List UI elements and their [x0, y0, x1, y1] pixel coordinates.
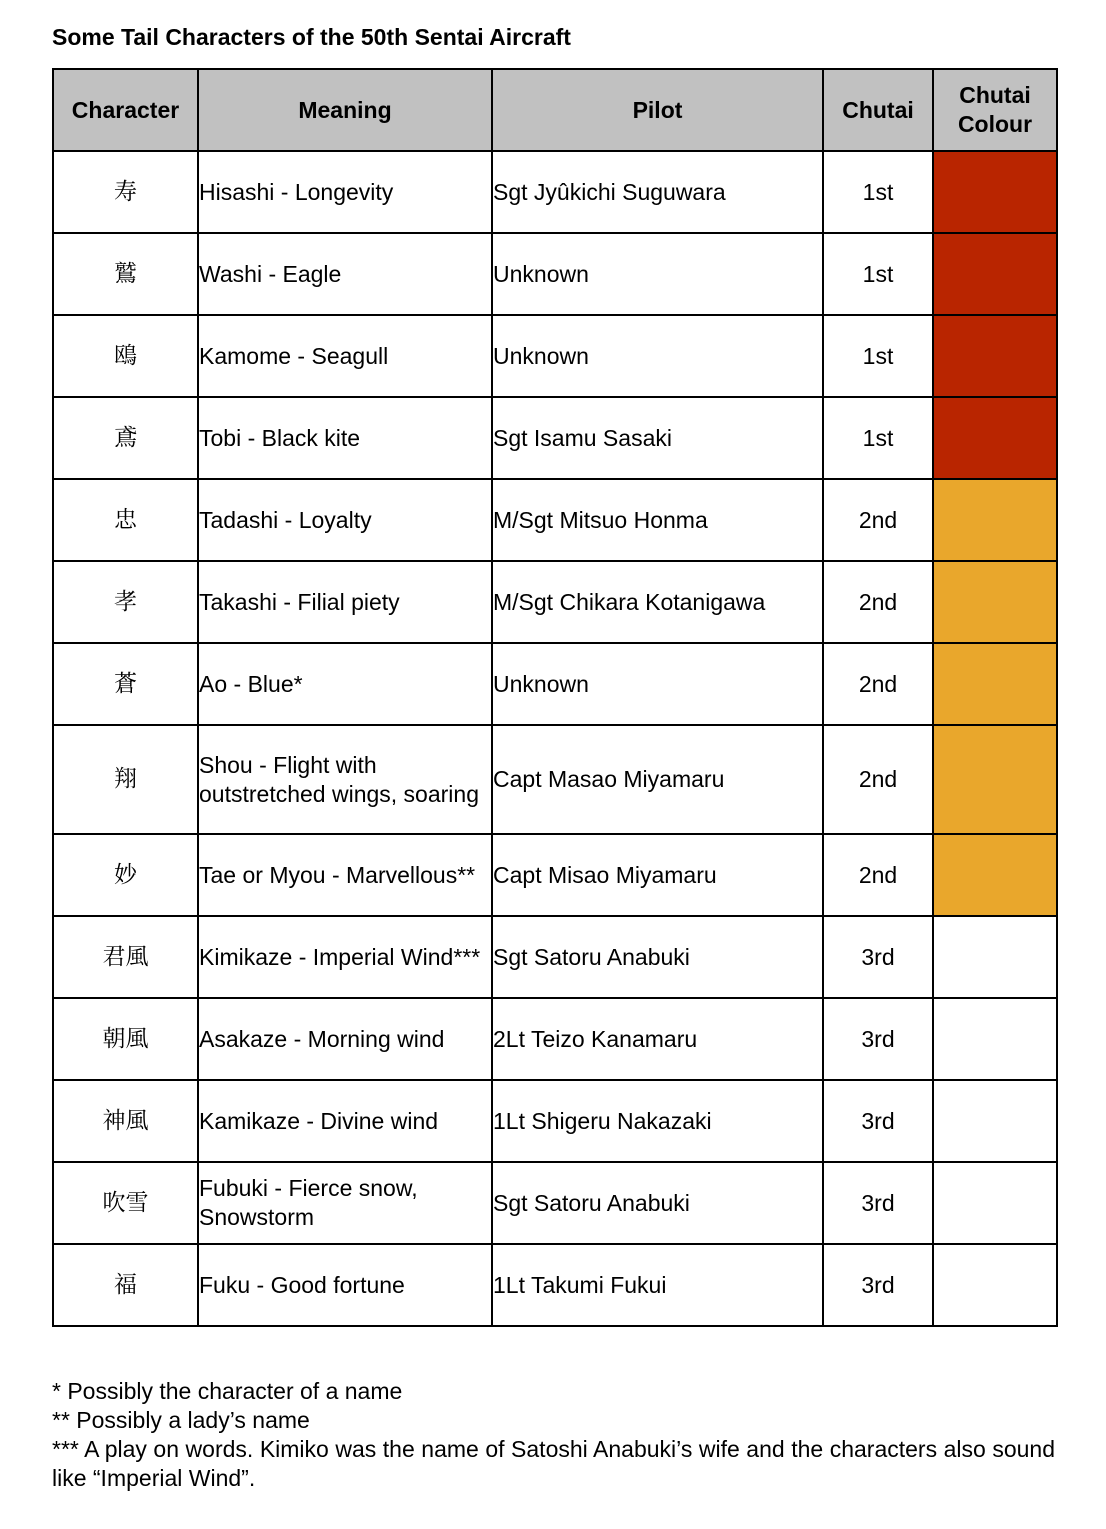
tail-character: 妙 — [53, 834, 198, 916]
pilot-cell: Sgt Satoru Anabuki — [492, 916, 823, 998]
tail-character: 吹雪 — [53, 1162, 198, 1244]
header-chutai-colour: Chutai Colour — [933, 69, 1057, 151]
meaning-cell: Fuku - Good fortune — [198, 1244, 492, 1326]
chutai-colour-swatch — [933, 151, 1057, 233]
table-row — [53, 151, 1057, 233]
header-meaning: Meaning — [198, 69, 492, 151]
header-pilot: Pilot — [492, 69, 823, 151]
tail-character: 朝風 — [53, 998, 198, 1080]
chutai-cell: 2nd — [823, 725, 933, 834]
table-row — [53, 643, 1057, 725]
tail-character: 翔 — [53, 725, 198, 834]
header-character: Character — [53, 69, 198, 151]
footnotes — [52, 1377, 1055, 1493]
chutai-cell: 1st — [823, 233, 933, 315]
tail-character: 寿 — [53, 151, 198, 233]
pilot-cell: Unknown — [492, 643, 823, 725]
chutai-cell: 3rd — [823, 998, 933, 1080]
pilot-cell: Sgt Isamu Sasaki — [492, 397, 823, 479]
meaning-cell: Washi - Eagle — [198, 233, 492, 315]
meaning-cell: Shou - Flight with outstretched wings, soaring — [198, 725, 492, 834]
meaning-cell: Takashi - Filial piety — [198, 561, 492, 643]
table-row — [53, 233, 1057, 315]
chutai-colour-swatch — [933, 561, 1057, 643]
pilot-cell: M/Sgt Chikara Kotanigawa — [492, 561, 823, 643]
chutai-colour-swatch — [933, 643, 1057, 725]
chutai-colour-swatch — [933, 725, 1057, 834]
table-row — [53, 998, 1057, 1080]
footnote-3: *** A play on words. Kimiko was the name of Satoshi Anabuki’s wife and the characters also sound like “Imperial Wind”. — [52, 1436, 1055, 1491]
table-row — [53, 1080, 1057, 1162]
table-row — [53, 479, 1057, 561]
chutai-colour-swatch — [933, 998, 1057, 1080]
chutai-colour-swatch — [933, 479, 1057, 561]
meaning-cell: Ao - Blue* — [198, 643, 492, 725]
chutai-cell: 2nd — [823, 479, 933, 561]
tail-character: 忠 — [53, 479, 198, 561]
chutai-colour-swatch — [933, 916, 1057, 998]
pilot-cell: Sgt Jyûkichi Suguwara — [492, 151, 823, 233]
meaning-cell: Kimikaze - Imperial Wind*** — [198, 916, 492, 998]
table-row — [53, 561, 1057, 643]
pilot-cell: Sgt Satoru Anabuki — [492, 1162, 823, 1244]
meaning-cell: Tae or Myou - Marvellous** — [198, 834, 492, 916]
chutai-colour-swatch — [933, 1080, 1057, 1162]
table-row — [53, 725, 1057, 834]
tail-character: 孝 — [53, 561, 198, 643]
meaning-cell: Hisashi - Longevity — [198, 151, 492, 233]
chutai-colour-swatch — [933, 1162, 1057, 1244]
tail-character: 君風 — [53, 916, 198, 998]
chutai-colour-swatch — [933, 1244, 1057, 1326]
pilot-cell: 1Lt Shigeru Nakazaki — [492, 1080, 823, 1162]
document-title: Some Tail Characters of the 50th Sentai Aircraft — [52, 24, 571, 50]
chutai-cell: 3rd — [823, 1080, 933, 1162]
chutai-colour-swatch — [933, 397, 1057, 479]
table-row — [53, 916, 1057, 998]
tail-character: 蒼 — [53, 643, 198, 725]
meaning-cell: Asakaze - Morning wind — [198, 998, 492, 1080]
chutai-cell: 2nd — [823, 561, 933, 643]
table-row — [53, 1162, 1057, 1244]
meaning-cell: Kamikaze - Divine wind — [198, 1080, 492, 1162]
chutai-cell: 3rd — [823, 1162, 933, 1244]
table-row — [53, 834, 1057, 916]
footnote-2: ** Possibly a lady’s name — [52, 1407, 310, 1433]
table-row — [53, 397, 1057, 479]
chutai-cell: 1st — [823, 397, 933, 479]
pilot-cell: Unknown — [492, 233, 823, 315]
tail-character: 鳶 — [53, 397, 198, 479]
meaning-cell: Kamome - Seagull — [198, 315, 492, 397]
chutai-cell: 3rd — [823, 1244, 933, 1326]
chutai-cell: 2nd — [823, 834, 933, 916]
chutai-colour-swatch — [933, 233, 1057, 315]
meaning-cell: Tobi - Black kite — [198, 397, 492, 479]
chutai-cell: 3rd — [823, 916, 933, 998]
header-chutai: Chutai — [823, 69, 933, 151]
tail-characters-table — [52, 68, 1058, 1327]
tail-character: 福 — [53, 1244, 198, 1326]
pilot-cell: Capt Masao Miyamaru — [492, 725, 823, 834]
pilot-cell: 1Lt Takumi Fukui — [492, 1244, 823, 1326]
pilot-cell: M/Sgt Mitsuo Honma — [492, 479, 823, 561]
meaning-cell: Tadashi - Loyalty — [198, 479, 492, 561]
chutai-cell: 2nd — [823, 643, 933, 725]
chutai-colour-swatch — [933, 315, 1057, 397]
chutai-cell: 1st — [823, 151, 933, 233]
tail-character: 神風 — [53, 1080, 198, 1162]
pilot-cell: 2Lt Teizo Kanamaru — [492, 998, 823, 1080]
pilot-cell: Capt Misao Miyamaru — [492, 834, 823, 916]
pilot-cell: Unknown — [492, 315, 823, 397]
meaning-cell: Fubuki - Fierce snow, Snowstorm — [198, 1162, 492, 1244]
tail-character: 鴎 — [53, 315, 198, 397]
tail-character: 鷲 — [53, 233, 198, 315]
table-row — [53, 315, 1057, 397]
footnote-1: * Possibly the character of a name — [52, 1378, 403, 1404]
chutai-colour-swatch — [933, 834, 1057, 916]
table-row — [53, 1244, 1057, 1326]
chutai-cell: 1st — [823, 315, 933, 397]
table-header-row — [53, 69, 1057, 151]
